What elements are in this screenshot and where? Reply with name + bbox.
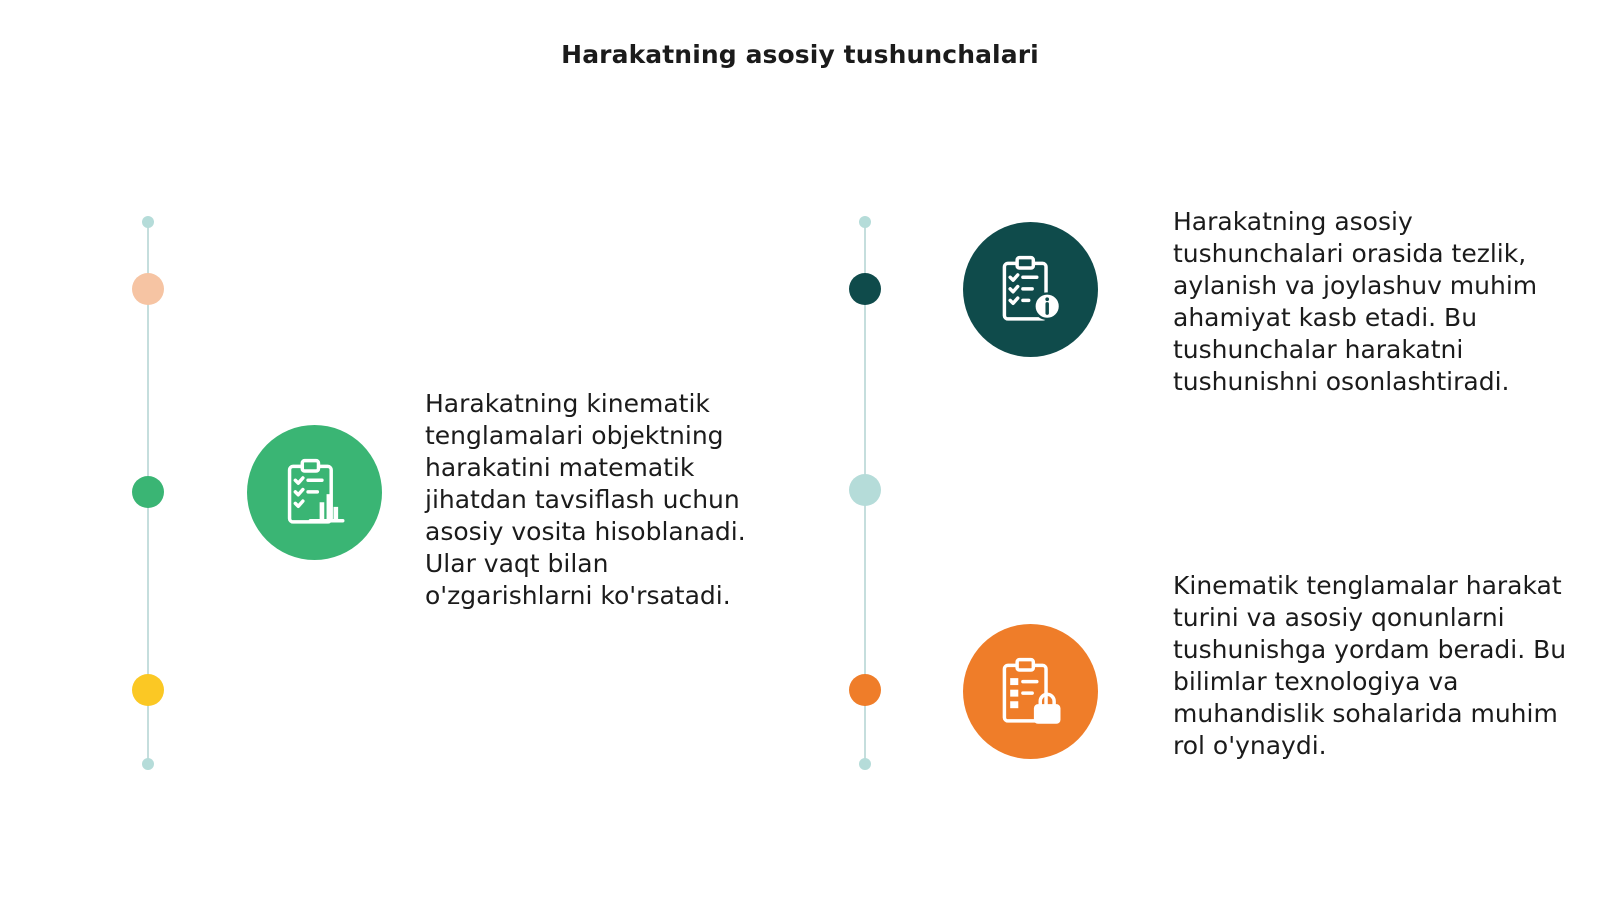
timeline-right (862, 222, 868, 764)
clipboard-chart-icon (247, 425, 382, 560)
timeline-dot-peach (132, 273, 164, 305)
timeline-dot-mint (849, 474, 881, 506)
timeline-dot-yellow (132, 674, 164, 706)
item-description-1: Harakatning kinematik tenglamalari objektning harakatini matematik jihatdan tavsiflash uchun asosiy vosita hisoblanadi. Ular vaqt bilan o'zgarishlarni ko'rsatadi. (425, 389, 746, 610)
item-description-2: Harakatning asosiy tushunchalari orasida tezlik, aylanish va joylashuv muhim ahamiyat kasb etadi. Bu tushunchalar harakatni tushunishni osonlashtiradi. (1173, 207, 1538, 396)
timeline-dot-orange (849, 674, 881, 706)
clipboard-info-icon (963, 222, 1098, 357)
timeline-end-dot (859, 758, 871, 770)
timeline-dot-green (132, 476, 164, 508)
timeline-dot-teal (849, 273, 881, 305)
timeline-left (145, 222, 151, 764)
clipboard-lock-icon (963, 624, 1098, 759)
item-description-3: Kinematik tenglamalar harakat turini va asosiy qonunlarni tushunishga yordam beradi. Bu bilimlar texnologiya va muhandislik sohalarida muhim rol o'ynaydi. (1173, 571, 1567, 760)
timeline-start-dot (142, 216, 154, 228)
timeline-start-dot (859, 216, 871, 228)
timeline-end-dot (142, 758, 154, 770)
page-title: Harakatning asosiy tushunchalari (561, 40, 1039, 69)
